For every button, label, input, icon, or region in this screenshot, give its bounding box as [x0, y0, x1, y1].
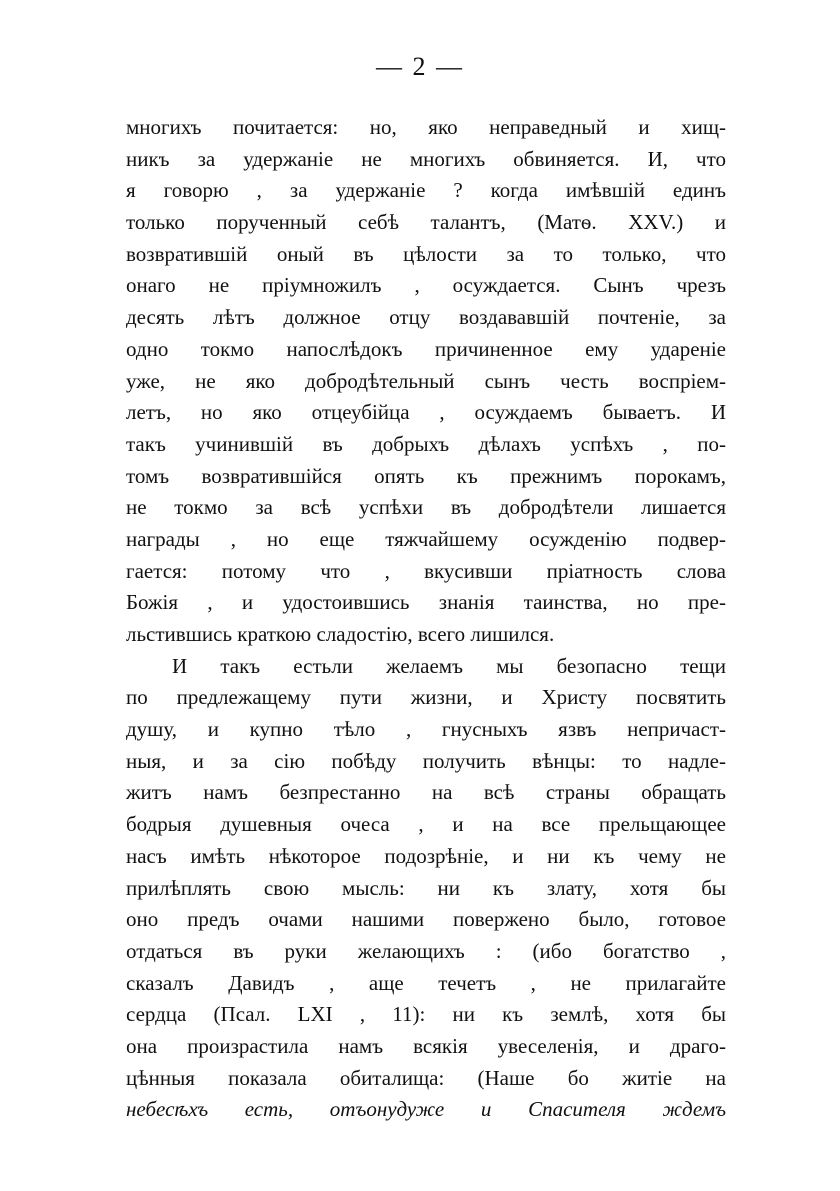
text-line: житъ намъ безпрестанно на всѣ страны обращать — [126, 780, 726, 805]
text-line: награды , но еще тяжчайшему осужденію подвер- — [126, 526, 726, 551]
page-number: — 2 — — [376, 52, 464, 81]
text-line: томъ возвратившійся опять къ прежнимъ порокамъ, — [126, 463, 726, 488]
text-line: Божія , и удостоившись знанія таинства, но пре- — [126, 590, 726, 615]
text-line: только порученный себѣ талантъ, (Матѳ. XXV.) и — [126, 210, 726, 235]
text-line: по предлежащему пути жизни, и Христу посвятить — [126, 685, 726, 710]
text-line: оно предъ очами нашими повержено было, готовое — [126, 907, 726, 932]
text-line: И такъ естьли желаемъ мы безопасно тещи — [172, 653, 726, 678]
paragraph-2 — [126, 651, 726, 1126]
text-line: онаго не пріумножилъ , осуждается. Сынъ чрезъ — [126, 273, 726, 298]
text-line: многихъ почитается: но, яко неправедный и хищ- — [126, 115, 726, 139]
text-line: десять лѣтъ должное отцу воздававшій почтеніе, за — [126, 305, 726, 330]
text-line: одно токмо напослѣдокъ причиненное ему удареніе — [126, 336, 726, 361]
text-line: такъ учинившій въ добрыхъ дѣлахъ успѣхъ , по- — [126, 431, 726, 456]
text-line: уже, не яко добродѣтельный сынъ честь воспріем- — [126, 368, 726, 393]
text-line: отдаться въ руки желающихъ : (ибо богатство , — [126, 938, 726, 963]
text-line: возвратившій оный въ цѣлости за то только, что — [126, 241, 726, 266]
text-line: никъ за удержаніе не многихъ обвиняется. И, что — [126, 146, 726, 171]
text-line: сердца (Псал. LXI , 11): ни къ землѣ, хотя бы — [126, 1002, 726, 1027]
text-line: душу, и купно тѣло , гнусныхъ язвъ непричаст- — [126, 717, 726, 742]
text-line: я говорю , за удержаніе ? когда имѣвшій единъ — [126, 178, 726, 203]
text-line: бодрыя душевныя очеса , и на все прельщающее — [126, 812, 726, 837]
text-line: сказалъ Давидъ , аще течетъ , не прилагайте — [126, 970, 726, 995]
text-line: летъ, но яко отцеубійца , осуждаемъ бываетъ. И — [126, 400, 726, 425]
text-line: гается: потому что , вкусивши пріатность слова — [126, 558, 726, 583]
text-line: небесѣхъ есть, отъонудуже и Спасителя ждемъ — [126, 1097, 726, 1122]
text-line: ныя, и за сію побѣду получить вѣнцы: то надле- — [126, 748, 726, 773]
body-text — [126, 112, 726, 1126]
text-line: прилѣплять свою мысль: ни къ злату, хотя бы — [126, 875, 726, 900]
text-line: насъ имѣть нѣкоторое подозрѣніе, и ни къ чему не — [126, 843, 726, 868]
text-line: цѣнныя показала обиталища: (Наше бо житіе на — [126, 1065, 726, 1090]
text-line: она произрастила намъ всякія увеселенія, и драго- — [126, 1033, 726, 1058]
text-line: льстившись краткою сладостію, всего лишился. — [126, 622, 555, 646]
paragraph-1 — [126, 112, 726, 651]
text-line: не токмо за всѣ успѣхи въ добродѣтели лишается — [126, 495, 726, 520]
